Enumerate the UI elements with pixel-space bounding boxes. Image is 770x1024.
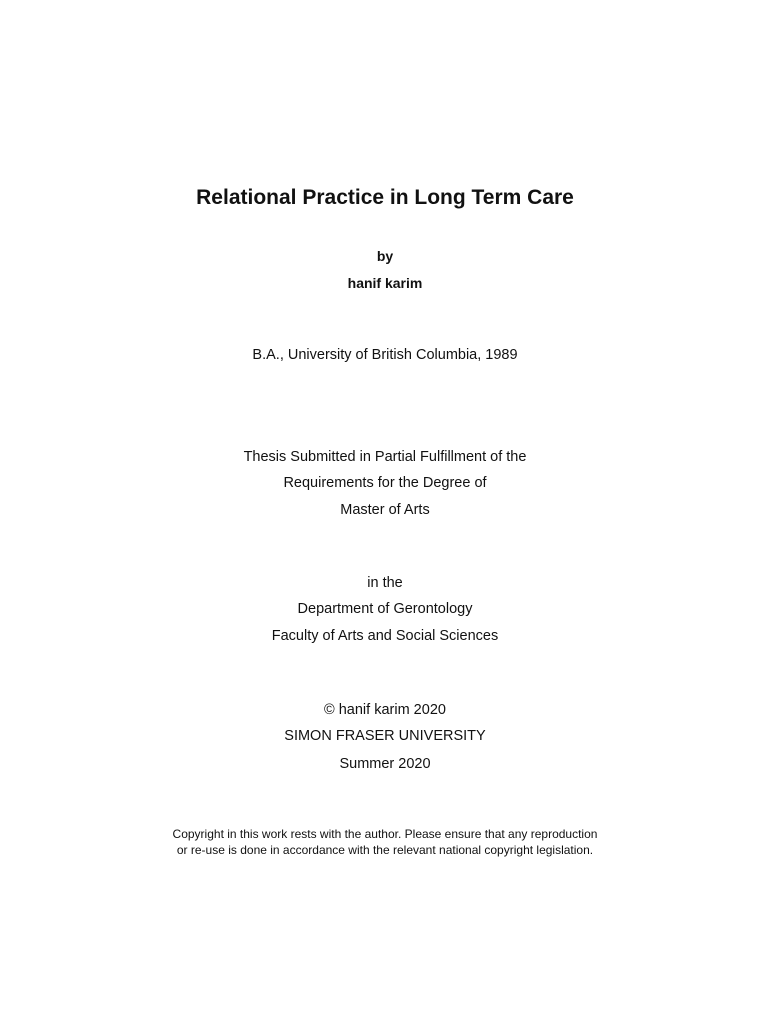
copyright-line: © hanif karim 2020 xyxy=(324,702,446,718)
by-label: by xyxy=(376,248,394,264)
affiliation-intro: in the xyxy=(367,575,403,591)
copyright-notice-line-2: or re-use is done in accordance with the relevant national copyright legislation. xyxy=(176,843,594,857)
thesis-title: Relational Practice in Long Term Care xyxy=(196,186,574,209)
submission-line-1: Thesis Submitted in Partial Fulfillment of the xyxy=(243,449,527,465)
university-name: SIMON FRASER UNIVERSITY xyxy=(284,728,486,744)
term-year: Summer 2020 xyxy=(339,756,431,772)
author-name: hanif karim xyxy=(347,275,423,291)
department-name: Department of Gerontology xyxy=(297,601,473,617)
submission-line-2: Requirements for the Degree of xyxy=(283,475,487,491)
faculty-name: Faculty of Arts and Social Sciences xyxy=(271,628,499,644)
degree-name: Master of Arts xyxy=(340,502,430,518)
copyright-notice-line-1: Copyright in this work rests with the author. Please ensure that any reproduction xyxy=(172,827,598,841)
prior-degree: B.A., University of British Columbia, 1989 xyxy=(252,347,518,363)
